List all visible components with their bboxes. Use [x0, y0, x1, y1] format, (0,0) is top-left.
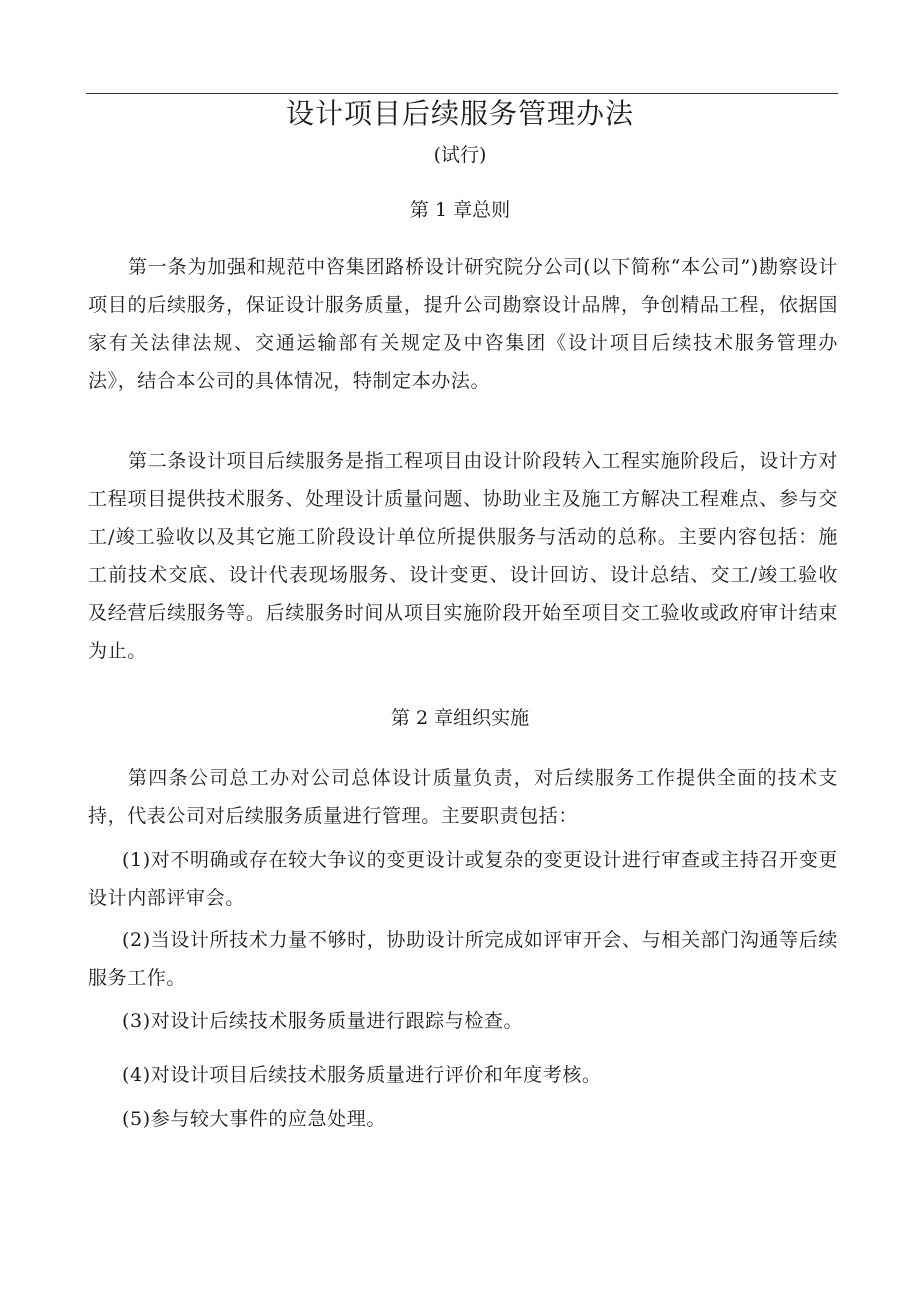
duty-item-4: (4)对设计项目后续技术服务质量进行评价和年度考核。: [122, 1064, 602, 1086]
duty-item-2: (2)当设计所技术力量不够时，协助设计所完成如评审开会、与相关部门沟通等后续服务工作。: [88, 929, 838, 989]
chapter-2-heading: 第 2 章组织实施: [390, 707, 530, 729]
duty-item-5: (5)参与较大事件的应急处理。: [122, 1108, 386, 1130]
document-title: 设计项目后续服务管理办法: [285, 97, 634, 130]
duty-item-1: (1)对不明确或存在较大争议的变更设计或复杂的变更设计进行审查或主持召开变更设计内部评审会。: [88, 849, 838, 909]
duty-item-3: (3)对设计后续技术服务质量进行跟踪与检查。: [122, 1010, 524, 1032]
chapter-1-heading: 第 1 章总则: [409, 199, 511, 221]
article-1-paragraph: 第一条为加强和规范中咨集团路桥设计研究院分公司(以下简称“本公司”)勘察设计项目的后续服务，保证设计服务质量，提升公司勘察设计品牌，争创精品工程，依据国家有关法律法规、交通运输部有关规定及中咨集团《设计项目后续技术服务管理办法》，结合本公司的具体情况，特制定本办法。: [88, 256, 838, 392]
header-rule: [86, 93, 838, 94]
article-4-paragraph: 第四条公司总工办对公司总体设计质量负责，对后续服务工作提供全面的技术支持，代表公司对后续服务质量进行管理。主要职责包括：: [88, 767, 838, 827]
article-2-paragraph: 第二条设计项目后续服务是指工程项目由设计阶段转入工程实施阶段后，设计方对工程项目提供技术服务、处理设计质量问题、协助业主及施工方解决工程难点、参与交工/竣工验收以及其它施工阶段设计单位所提供服务与活动的总称。主要内容包括：施工前技术交底、设计代表现场服务、设计变更、设计回访、设计总结、交工/竣工验收及经营后续服务等。后续服务时间从项目实施阶段开始至项目交工验收或政府审计结束为止。: [88, 450, 838, 662]
document-subtitle: (试行): [433, 144, 487, 166]
